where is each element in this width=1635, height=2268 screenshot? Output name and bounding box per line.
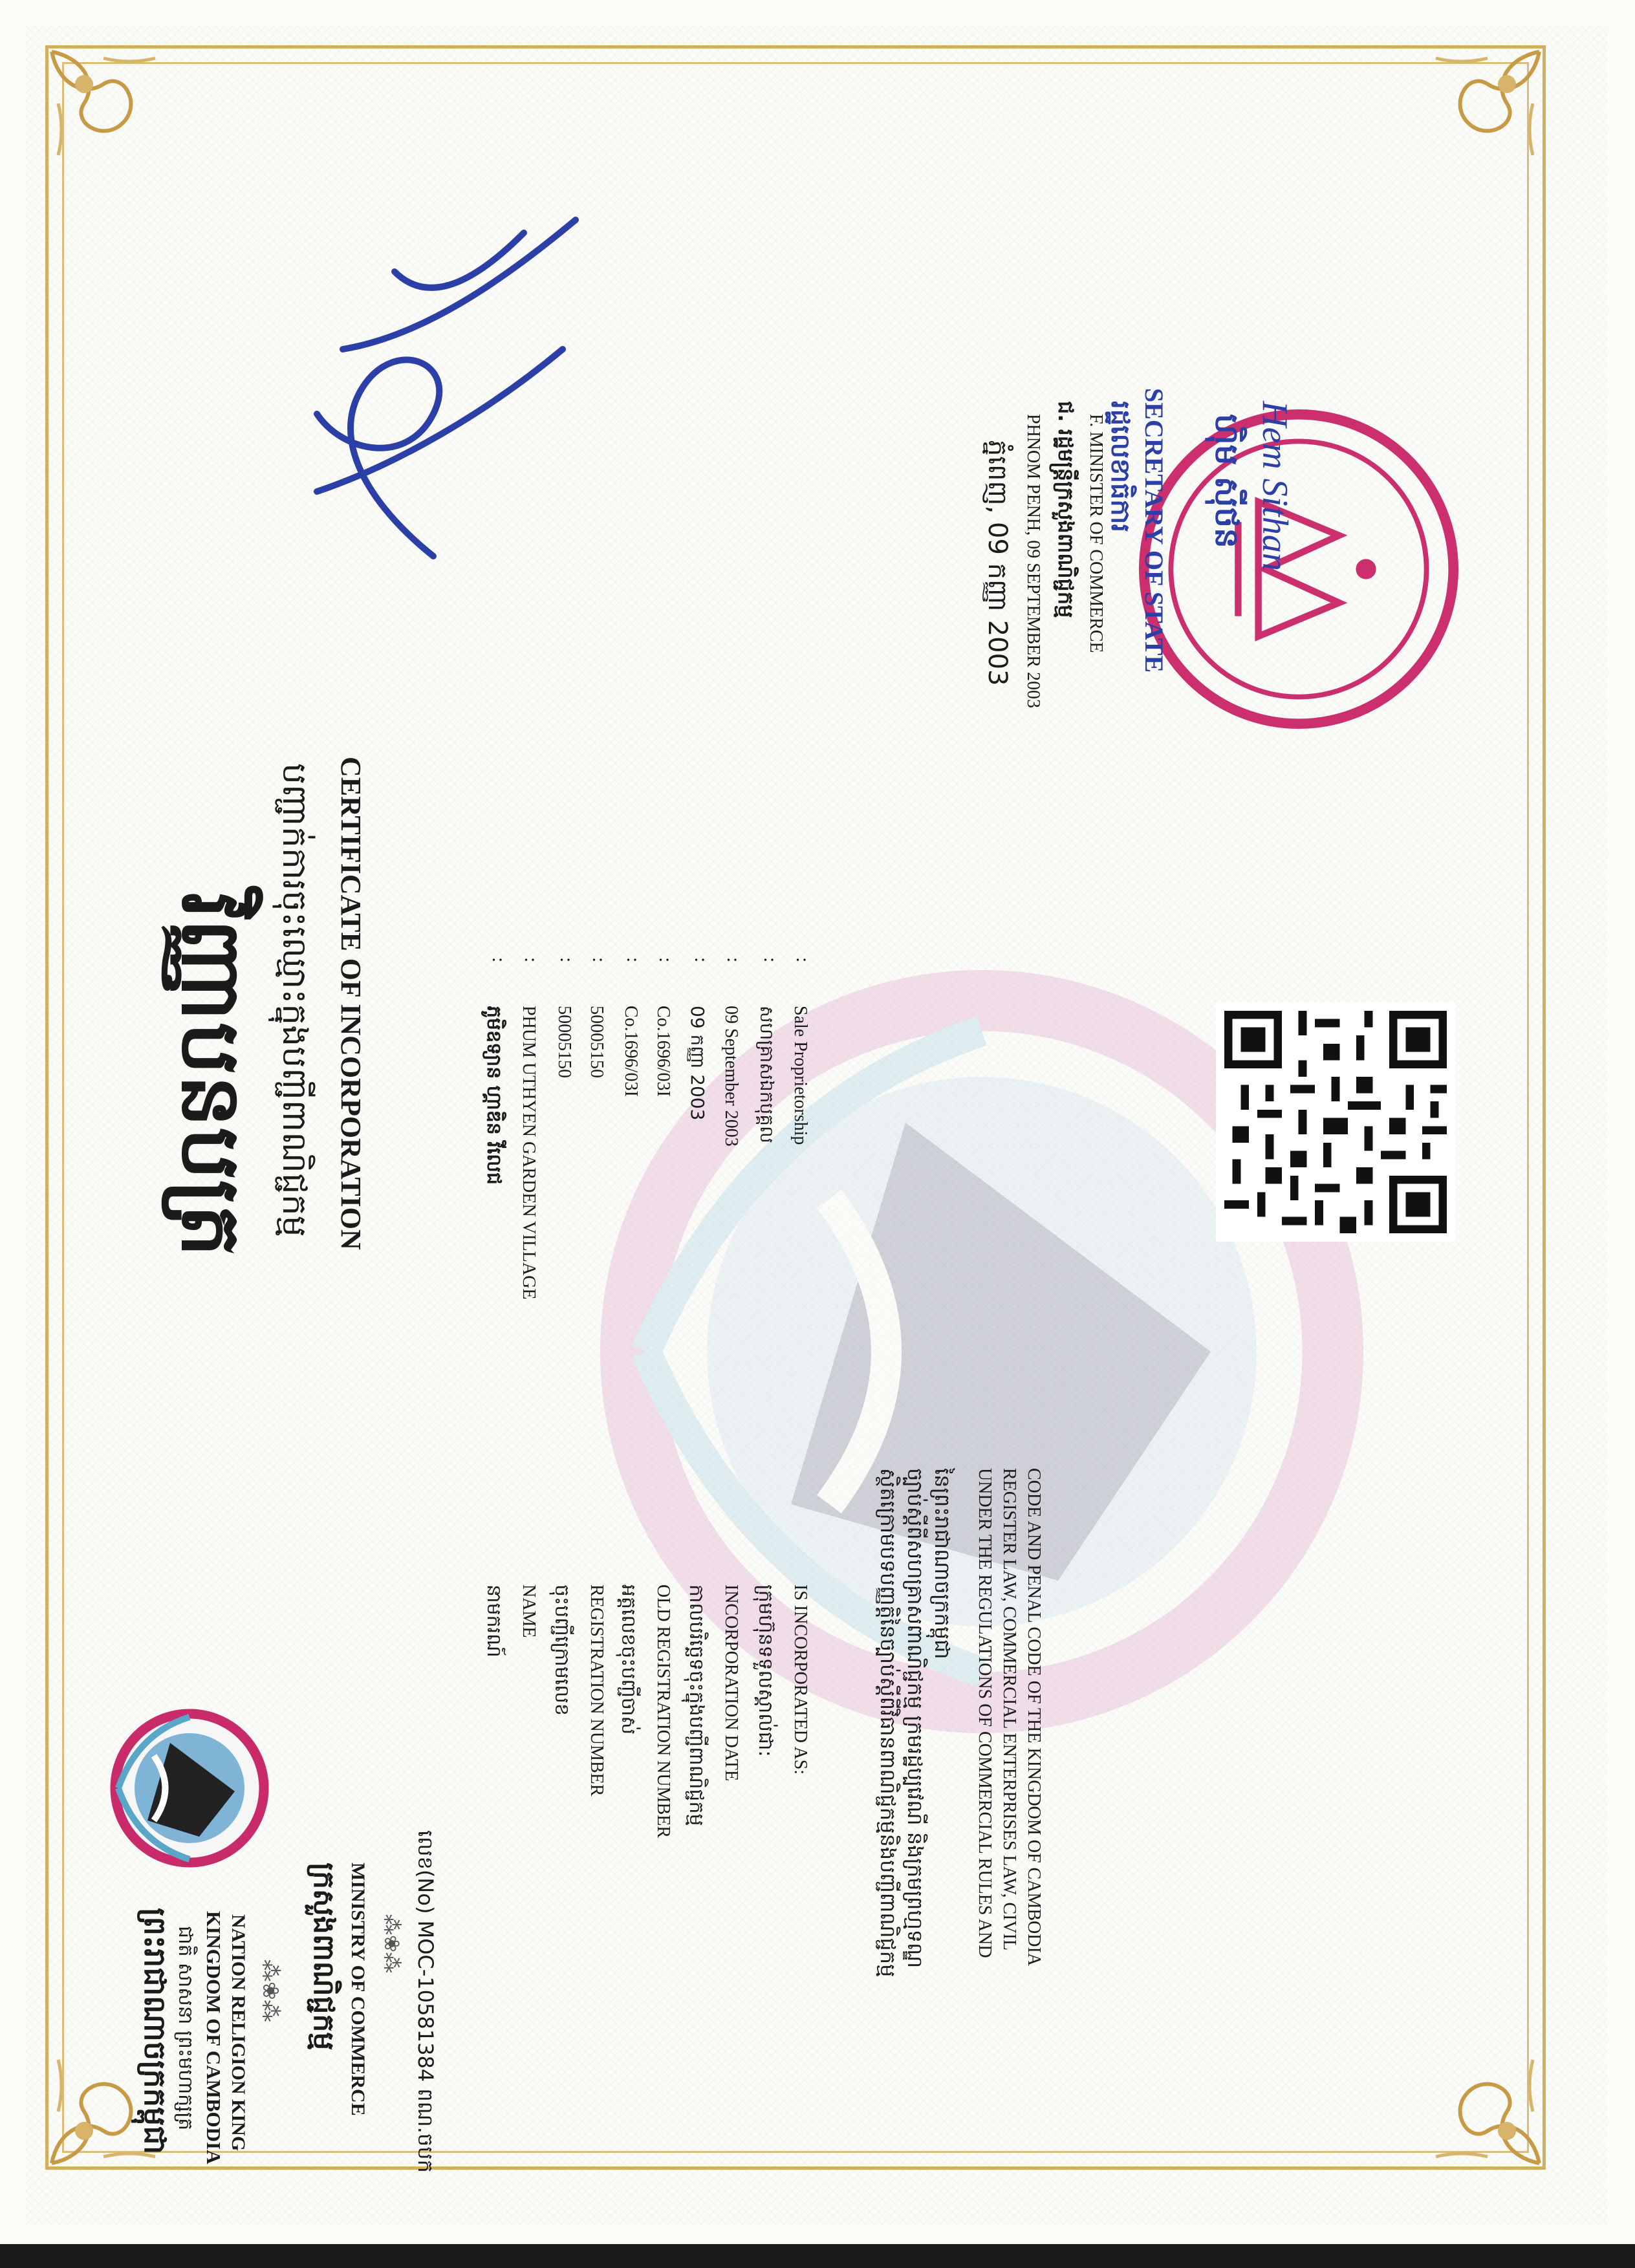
ministry-number: លេខ(No) MOC-10581384 ពណ.ចបក	[413, 1830, 438, 2173]
field-label-en: NAME	[519, 1584, 539, 1638]
field-label-kh: កាលបរិច្ឆេទចុះក្នុងបញ្ជីពាណិជ្ជកម្ម	[685, 1584, 708, 1826]
regulation-en-line: CODE AND PENAL CODE OF THE KINGDOM OF CAMBODIA	[1024, 1468, 1044, 1967]
kingdom-kh-motto: ជាតិ សាសនា ព្រះមហាក្សត្រ	[174, 1926, 197, 2131]
field-value-en: 50005150	[587, 1006, 607, 1078]
handwritten-signature-icon	[239, 194, 601, 595]
field-label-en: IS INCORPORATED AS:	[790, 1584, 810, 1775]
field-label-kh: ក្រុមហ៊ុនទទួលស្គាល់ជា:	[754, 1584, 777, 1757]
field-value-kh: 50005150	[554, 1006, 574, 1078]
signer-en-role: SECRETARY OF STATE	[1140, 388, 1169, 673]
issue-en-minister: F. MINISTER OF COMMERCE	[1086, 414, 1106, 653]
field-colon: :	[723, 957, 744, 963]
signer-kh-name: ហ៊ិម ស៊ីថន	[1208, 414, 1246, 548]
certificate-kh-title: វិញ្ញាបនបត្រ	[163, 892, 259, 1257]
ministry-logo-icon	[109, 1707, 270, 1869]
issue-en-date: PHNOM PENH, 09 SEPTEMBER 2003	[1023, 414, 1043, 709]
field-value-kh: សហគ្រាសឯកបុគ្គល	[756, 1006, 777, 1143]
field-label-kh: អត្តលេខចុះបញ្ជីចាស់	[617, 1584, 640, 1735]
field-label-en: INCORPORATION DATE	[721, 1584, 741, 1782]
field-colon: :	[655, 957, 677, 963]
regulation-kh-line: ច្បាប់ស្ដីពីសហគ្រាសពាណិជ្ជកម្ម ក្រមរដ្ឋប្បវេណី និងក្រមព្រហ្មទណ្ឌ	[903, 1468, 927, 1969]
official-stamp-icon	[1131, 401, 1467, 737]
field-value-en: PHUM UTHYEN GARDEN VILLAGE	[519, 1006, 539, 1300]
signer-en-name: Hem Sithan	[1255, 401, 1295, 571]
field-value-kh: Co.1696/03I	[621, 1006, 641, 1097]
regulation-en-line: REGISTER LAW, COMMERCIAL ENTERPRISES LAW, CIVIL	[999, 1468, 1019, 1951]
kingdom-ornament-icon: ⁂❀⁂	[258, 1960, 282, 2022]
qr-code	[1216, 1002, 1455, 1242]
issue-kh-minister: ជ. រដ្ឋមន្ត្រីក្រសួងពាណិជ្ជកម្ម	[1054, 401, 1078, 618]
field-label-kh: នាមករណ៍	[482, 1584, 505, 1658]
field-value-en: Sale Proprietorship	[790, 1006, 810, 1145]
certificate-en-title: CERTIFICATE OF INCORPORATION	[335, 757, 367, 1250]
issue-kh-date: ភ្នំពេញ, 09 កញ្ញា 2003	[982, 440, 1012, 686]
signer-kh-role: រដ្ឋលេខាធិការ	[1105, 401, 1135, 533]
field-colon: :	[691, 957, 712, 963]
kingdom-kh-title: ព្រះរាជាណាចក្រកម្ពុជា	[138, 1908, 173, 2155]
field-colon: :	[521, 957, 542, 963]
field-value-kh: 09 កញ្ញា 2003	[687, 1006, 708, 1121]
field-colon: :	[792, 957, 814, 963]
regulation-kh-line: ស្ថិតក្រោមបទបញ្ញត្តិនៃច្បាប់ស្ដីពីវិធានពាណិជ្ជកម្មនិងបញ្ជីពាណិជ្ជកម្ម	[876, 1468, 900, 1978]
field-colon: :	[488, 957, 510, 963]
ministry-en-name: MINISTRY OF COMMERCE	[347, 1863, 369, 2116]
kingdom-en-title: KINGDOM OF CAMBODIA	[202, 1911, 225, 2165]
kingdom-en-motto: NATION RELIGION KING	[228, 1914, 249, 2152]
regulation-kh-line: នៃព្រះរាជាណាចក្រកម្ពុជា	[930, 1468, 955, 1659]
field-colon: :	[760, 957, 781, 963]
field-label-en: OLD REGISTRATION NUMBER	[653, 1584, 673, 1838]
ministry-kh-name: ក្រសួងពាណិជ្ជកម្ម	[307, 1863, 340, 2051]
field-colon: :	[589, 957, 610, 963]
field-value-en: 09 September 2003	[721, 1006, 741, 1147]
ministry-ornament-icon: ⁂❀⁂	[380, 1914, 404, 1973]
certificate-kh-subtitle: បញ្ជាក់ការចុះឈ្មោះក្នុងបញ្ជីពាណិជ្ជកម្ម	[275, 763, 314, 1237]
field-label-kh: ចុះបញ្ជីក្រោមលេខ	[550, 1584, 573, 1716]
field-label-en: REGISTRATION NUMBER	[587, 1584, 607, 1797]
field-colon: :	[623, 957, 644, 963]
field-colon: :	[556, 957, 578, 963]
field-value-en: Co.1696/03I	[653, 1006, 673, 1097]
regulation-en-line: UNDER THE REGULATIONS OF COMMERCIAL RULES AND	[975, 1468, 995, 1958]
field-value-kh: ភូមិឧទ្យាន ហ្គាឌិន វីលេជ	[482, 1006, 505, 1185]
